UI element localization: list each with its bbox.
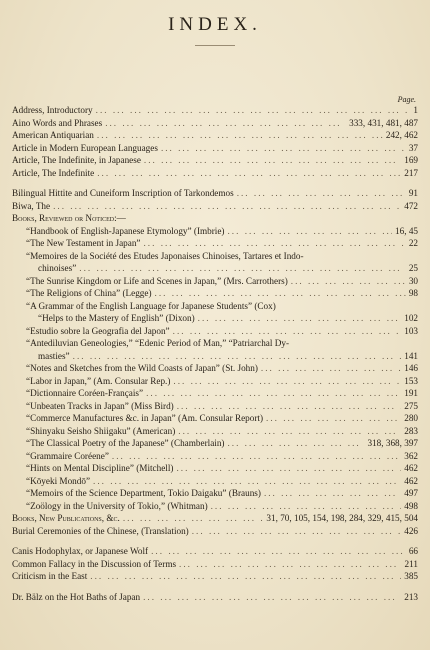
- index-entry: [12, 250, 418, 263]
- index-entry-pages: 472: [404, 200, 418, 211]
- index-entry: [12, 129, 418, 142]
- index-entry-text: “The Religions of China” (Legge): [26, 288, 152, 298]
- leader-dots: [97, 129, 383, 142]
- index-entry-text: Biwa, The: [12, 200, 51, 211]
- index-entry: [12, 142, 418, 155]
- index-entry-pages: 66: [408, 546, 418, 556]
- index-entry-text: Books, Reviewed or Noticed:—: [12, 213, 126, 223]
- index-entry-text: masties”: [38, 350, 70, 361]
- leader-dots: [105, 117, 346, 130]
- leader-dots: [173, 325, 402, 338]
- index-entry-pages: 30: [408, 275, 418, 286]
- index-entry: [12, 512, 418, 525]
- index-entry-text: “Memoires de la Société des Etudes Japonaises Chinoises, Tartares et Indo-: [26, 250, 304, 261]
- page-title: INDEX.: [168, 14, 262, 35]
- index-entry-pages: 1: [413, 105, 418, 115]
- index-entry-text: “Hints on Mental Discipline” (Mitchell): [26, 463, 174, 473]
- index-entry: [12, 462, 418, 475]
- leader-dots: [90, 570, 401, 583]
- index-entry-text: “The Classical Poetry of the Japanese” (Chamberlain): [26, 438, 225, 448]
- index-entry-text: “A Grammar of the English Language for Japanese Students” (Cox): [26, 300, 276, 311]
- index-entry: [12, 212, 418, 225]
- index-entry: [12, 225, 418, 238]
- index-entry-text: “The Sunrise Kingdom or Life and Scenes in Japan,” (Mrs. Carrothers): [26, 275, 288, 286]
- leader-dots: [173, 375, 401, 388]
- index-entry-pages: 213: [404, 591, 418, 602]
- index-entry: [12, 350, 418, 363]
- leader-dots: [144, 154, 401, 167]
- index-entry-text: “Labor in Japan,” (Am. Consular Rep.): [26, 375, 171, 386]
- index-entry-text: Criticism in the East: [12, 571, 88, 581]
- leader-dots: [144, 237, 406, 250]
- index-entry: [12, 187, 418, 200]
- index-entry-text: “Kōyeki Mondō”: [26, 475, 91, 486]
- index-entry-text: Article, The Indefinite: [12, 167, 95, 178]
- index-entry-pages: 153: [404, 375, 418, 386]
- index-entry: [12, 425, 418, 438]
- title-rule: [195, 45, 235, 46]
- index-entry-text: “Zoölogy in the University of Tokio,” (Whitman): [26, 500, 208, 511]
- index-entry: [12, 570, 418, 583]
- index-entry-text: “Dictionnaire Coréen-Français”: [26, 388, 144, 398]
- leader-dots: [96, 104, 411, 117]
- index-entry-text: “Memoirs of the Science Department, Tokio Daigaku” (Brauns): [26, 488, 261, 498]
- index-entry: [12, 300, 418, 313]
- leader-dots: [264, 487, 401, 500]
- index-entry-pages: 318, 368, 397: [367, 438, 418, 448]
- index-entry-text: Canis Hodophylax, or Japanese Wolf: [12, 546, 149, 556]
- index-entry: [12, 375, 418, 388]
- leader-dots: [178, 425, 401, 438]
- index-entry: [12, 237, 418, 250]
- index-entry-text: “The New Testament in Japan”: [26, 238, 141, 248]
- leader-dots: [192, 525, 401, 538]
- index-entry: [12, 117, 418, 130]
- index-entry-pages: 146: [404, 363, 418, 373]
- index-entry-text: Dr. Bälz on the Hot Baths of Japan: [12, 591, 141, 602]
- leader-dots: [73, 350, 402, 363]
- leader-dots: [179, 558, 402, 571]
- index-entry-text: chinoises”: [38, 263, 77, 273]
- index-entry-text: Books, New Publications, &c.: [12, 513, 120, 523]
- index-entry-pages: 333, 431, 481, 487: [349, 117, 418, 128]
- leader-dots: [266, 412, 401, 425]
- leader-dots: [176, 462, 401, 475]
- index-entry-pages: 462: [404, 463, 418, 473]
- leader-dots: [155, 287, 406, 300]
- leader-dots: [123, 512, 264, 525]
- index-entry-pages: 102: [404, 313, 418, 323]
- index-entry-pages: 211: [404, 558, 418, 569]
- index-entry-pages: 98: [408, 288, 418, 298]
- index-entry-pages: 37: [408, 142, 418, 153]
- index-entry: [12, 200, 418, 213]
- index-entry-pages: 31, 70, 105, 154, 198, 284, 329, 415, 504: [266, 513, 418, 523]
- index-entry-text: “Shinyaku Seisho Shiigaku” (American): [26, 425, 176, 436]
- index-entry-text: “Estudio sobre la Geografia del Japon”: [26, 325, 170, 336]
- index-entries: [12, 104, 418, 603]
- index-entry-pages: 22: [408, 238, 418, 248]
- leader-dots: [143, 591, 401, 604]
- leader-dots: [177, 400, 401, 413]
- leader-dots: [112, 450, 401, 463]
- index-entry-text: Article, The Indefinite, in Japanese: [12, 155, 141, 165]
- index-entry-text: American Antiquarian: [12, 130, 94, 140]
- index-entry: [12, 437, 418, 450]
- index-entry-text: Address, Introductory: [12, 105, 93, 115]
- leader-dots: [261, 362, 401, 375]
- index-entry: [12, 312, 418, 325]
- index-entry: [12, 387, 418, 400]
- index-entry: [12, 487, 418, 500]
- index-entry: [12, 262, 418, 275]
- index-entry-pages: 385: [404, 571, 418, 581]
- leader-dots: [93, 475, 401, 488]
- leader-dots: [291, 275, 406, 288]
- index-entry: [12, 591, 418, 604]
- leader-dots: [237, 187, 406, 200]
- index-entry: [12, 412, 418, 425]
- index-entry-text: Common Fallacy in the Discussion of Terms: [12, 558, 177, 569]
- index-entry-text: Article in Modern European Languages: [12, 142, 158, 153]
- index-entry-pages: 103: [404, 325, 418, 336]
- leader-dots: [53, 200, 401, 213]
- index-entry-pages: 283: [404, 425, 418, 436]
- index-entry-pages: 497: [404, 488, 418, 498]
- index-entry: [12, 337, 418, 350]
- index-entry-text: Burial Ceremonies of the Chinese, (Translation): [12, 525, 189, 536]
- leader-dots: [228, 225, 393, 238]
- index-entry-pages: 141: [404, 350, 418, 361]
- index-entry-pages: 498: [404, 500, 418, 511]
- index-entry: [12, 362, 418, 375]
- page-column-label: Page.: [397, 95, 416, 104]
- index-entry: [12, 500, 418, 513]
- index-entry-pages: 169: [404, 155, 418, 165]
- leader-dots: [211, 500, 402, 513]
- leader-dots: [146, 387, 401, 400]
- index-entry: [12, 400, 418, 413]
- leader-dots: [97, 167, 401, 180]
- index-entry: [12, 558, 418, 571]
- index-entry-text: “Handbook of English-Japanese Etymology” (Imbrie): [26, 225, 225, 236]
- index-entry: [12, 475, 418, 488]
- index-entry: [12, 104, 418, 117]
- leader-dots: [198, 312, 402, 325]
- index-entry-pages: 426: [404, 525, 418, 536]
- index-entry: [12, 275, 418, 288]
- leader-dots: [161, 142, 406, 155]
- index-entry-text: “Commerce Manufactures &c. in Japan” (Am. Consular Report): [26, 413, 264, 423]
- index-entry-pages: 191: [404, 388, 418, 398]
- index-entry-text: Bilingual Hittite and Cuneiform Inscription of Tarkondemos: [12, 188, 234, 198]
- index-entry-pages: 16, 45: [395, 225, 418, 236]
- index-entry-text: Aino Words and Phrases: [12, 117, 103, 128]
- index-entry: [12, 287, 418, 300]
- index-entry-text: “Notes and Sketches from the Wild Coasts of Japan” (St. John): [26, 363, 258, 373]
- index-entry-pages: 91: [408, 188, 418, 198]
- leader-dots: [227, 437, 364, 450]
- index-entry: [12, 325, 418, 338]
- index-entry: [12, 525, 418, 538]
- index-entry: [12, 154, 418, 167]
- index-entry-pages: 462: [404, 475, 418, 486]
- index-entry-text: “Grammaire Coréene”: [26, 450, 109, 461]
- index-entry-text: “Antediluvian Geneologies,” “Edenic Period of Man,” “Patriarchal Dy-: [26, 338, 290, 348]
- index-entry: [12, 167, 418, 180]
- index-entry: [12, 450, 418, 463]
- index-entry-pages: 280: [404, 413, 418, 423]
- index-entry-pages: 25: [408, 263, 418, 273]
- index-entry-pages: 242, 462: [385, 130, 418, 140]
- index-entry-text: “Unbeaten Tracks in Japan” (Miss Bird): [26, 400, 174, 411]
- index-entry: [12, 545, 418, 558]
- leader-dots: [151, 545, 406, 558]
- leader-dots: [79, 262, 406, 275]
- index-entry-text: “Helps to the Mastery of English” (Dixon): [38, 313, 195, 323]
- index-entry-pages: 217: [404, 167, 418, 178]
- index-entry-pages: 362: [404, 450, 418, 461]
- index-entry-pages: 275: [404, 400, 418, 411]
